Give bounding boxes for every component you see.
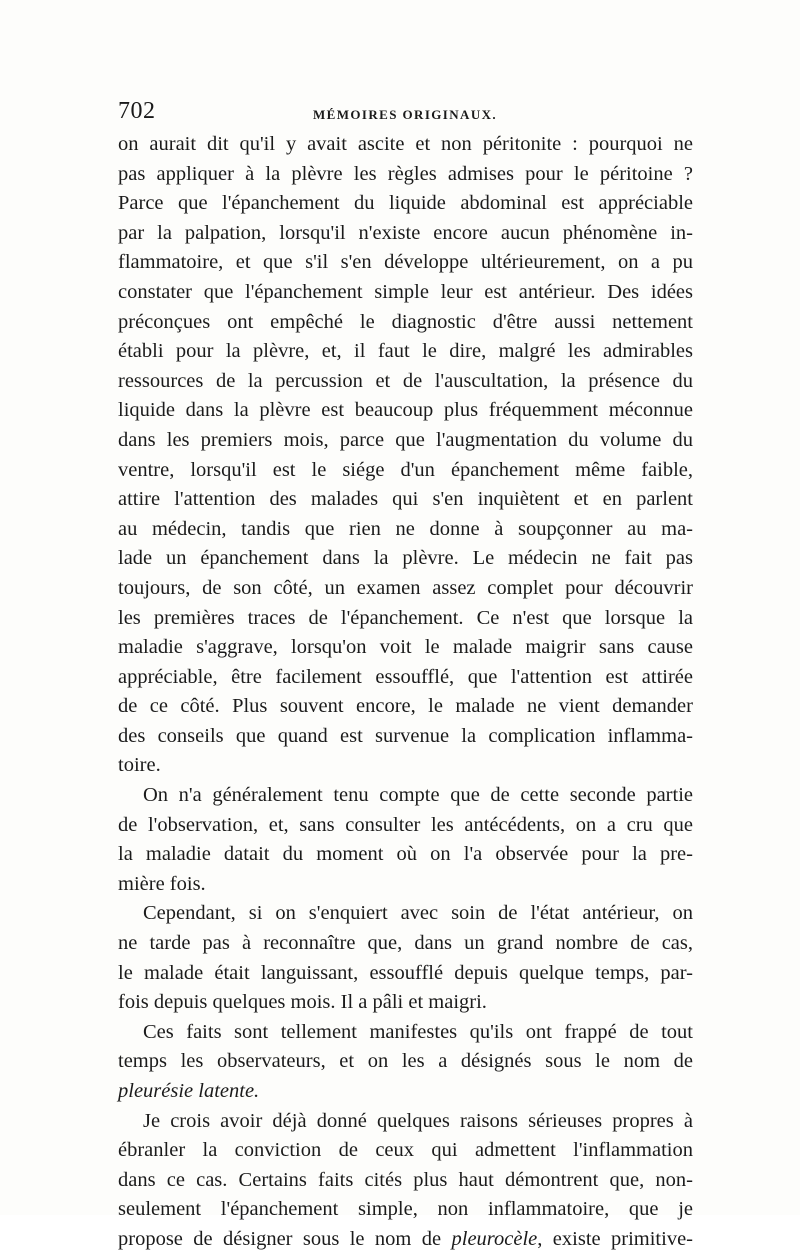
text-line: Ces faits sont tellement manifestes qu'ils ont frappé de tout (143, 1020, 693, 1043)
page-number: 702 (118, 98, 156, 124)
italic-term: pleurésie latente. (118, 1080, 260, 1102)
text-line: lade un épanchement dans la plèvre. Le médecin ne fait pas (118, 547, 693, 570)
text-line: ventre, lorsqu'il est le siége d'un épanchement même faible, (118, 458, 693, 481)
text-line: mière fois. (118, 872, 206, 895)
text-line (118, 1077, 693, 1107)
text-line: dans les premiers mois, parce que l'augmentation du volume du (118, 428, 693, 451)
text-line: seulement l'épanchement simple, non inflammatoire, que je (118, 1198, 693, 1221)
text-line: pas appliquer à la plèvre les règles admises pour le péritoine ? (118, 162, 693, 185)
text-line: on aurait dit qu'il y avait ascite et non péritonite : pourquoi ne (118, 133, 693, 155)
text-line: flammatoire, et que s'il s'en développe ultérieurement, on a pu (118, 251, 693, 274)
text-line: maladie s'aggrave, lorsqu'on voit le malade maigrir sans cause (118, 636, 693, 659)
italic-term: pleurocèle (451, 1227, 538, 1250)
text-line: des conseils que quand est survenue la complication inflamma- (118, 724, 693, 747)
text-line: Je crois avoir déjà donné quelques raisons sérieuses propres à (143, 1109, 693, 1132)
text-line: ne tarde pas à reconnaître que, dans un grand nombre de cas, (118, 932, 693, 955)
body-text (118, 130, 693, 1255)
text-line: attire l'attention des malades qui s'en inquiètent et en parlent (118, 488, 693, 511)
text-line: ressources de la percussion et de l'auscultation, la présence du (118, 369, 693, 392)
paragraph-5 (118, 1107, 693, 1255)
text-fragment: propose de désigner sous le nom de (118, 1227, 452, 1250)
running-head (118, 98, 693, 128)
text-line: ébranler la conviction de ceux qui admettent l'inflammation (118, 1139, 693, 1162)
text-line: On n'a généralement tenu compte que de cette seconde partie (143, 784, 693, 807)
running-title: MÉMOIRES ORIGINAUX. (313, 107, 498, 122)
text-line: appréciable, être facilement essoufflé, que l'attention est attirée (118, 665, 693, 688)
text-line (118, 1225, 693, 1255)
text-line: la maladie datait du moment où on l'a observée pour la pre- (118, 843, 693, 866)
text-line: de ce côté. Plus souvent encore, le malade ne vient demander (118, 695, 693, 718)
text-line: par la palpation, lorsqu'il n'existe encore aucun phénomène in- (118, 221, 693, 244)
paragraph-2 (118, 781, 693, 899)
text-line: liquide dans la plèvre est beaucoup plus fréquemment méconnue (118, 399, 693, 422)
text-line: les premières traces de l'épanchement. Ce n'est que lorsque la (118, 606, 693, 629)
text-line: toire. (118, 754, 161, 777)
text-line: le malade était languissant, essoufflé depuis quelque temps, par- (118, 961, 693, 984)
text-line: fois depuis quelques mois. Il a pâli et maigri. (118, 991, 487, 1014)
text-line: toujours, de son côté, un examen assez complet pour découvrir (118, 576, 693, 599)
text-fragment: , existe primitive- (537, 1227, 693, 1250)
text-line: établi pour la plèvre, et, il faut le dire, malgré les admirables (118, 340, 693, 363)
text-line: constater que l'épanchement simple leur est antérieur. Des idées (118, 280, 693, 303)
text-line: de l'observation, et, sans consulter les antécédents, on a cru que (118, 813, 693, 836)
paragraph-1 (118, 130, 693, 781)
text-line: au médecin, tandis que rien ne donne à soupçonner au ma- (118, 517, 693, 540)
text-line: Parce que l'épanchement du liquide abdominal est appréciable (118, 192, 693, 215)
text-line: préconçues ont empêché le diagnostic d'être aussi nettement (118, 310, 693, 333)
text-line: Cependant, si on s'enquiert avec soin de l'état antérieur, on (143, 902, 693, 925)
text-line: dans ce cas. Certains faits cités plus haut démontrent que, non- (118, 1168, 693, 1191)
text-line: temps les observateurs, et on les a désignés sous le nom de (118, 1050, 693, 1073)
paragraph-3 (118, 899, 693, 1017)
paragraph-4 (118, 1018, 693, 1107)
